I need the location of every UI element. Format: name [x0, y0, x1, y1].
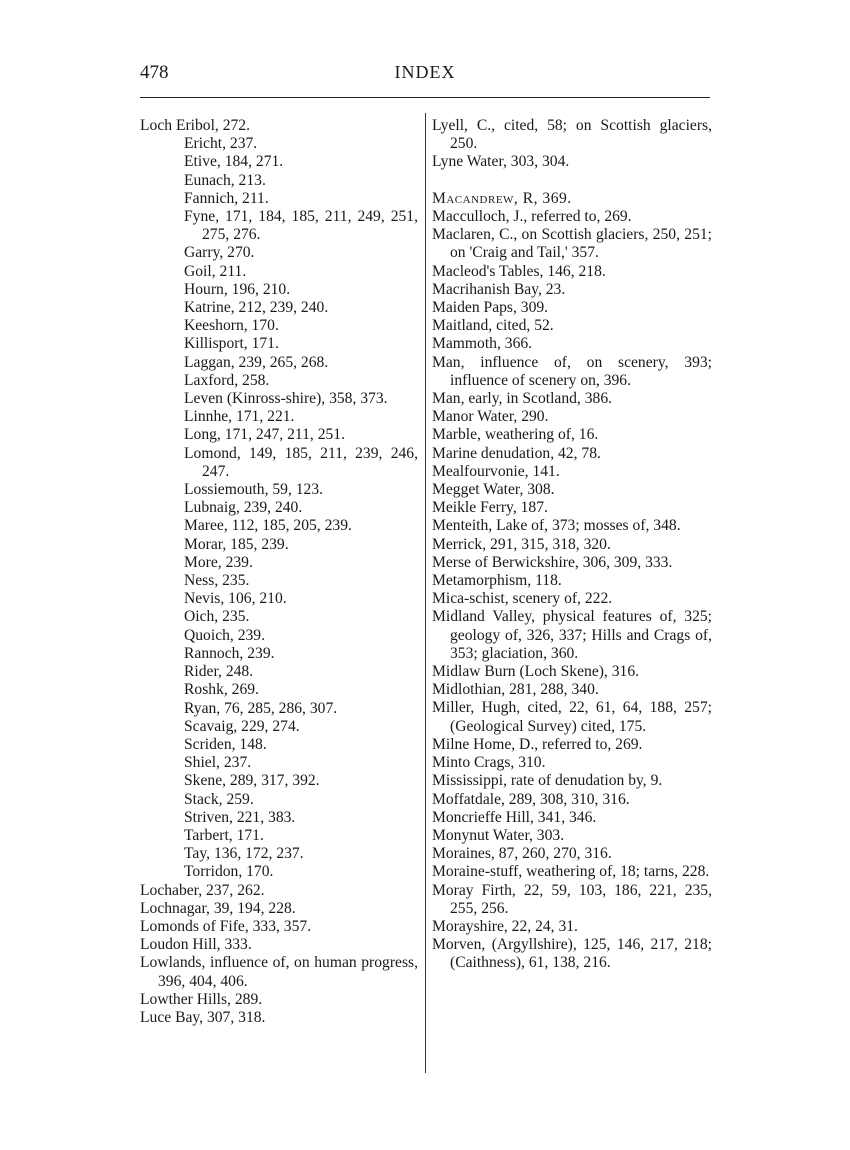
index-entry: Man, influence of, on scenery, 393; influence of scenery on, 396.: [432, 353, 712, 389]
index-entry: Midlaw Burn (Loch Skene), 316.: [432, 663, 640, 681]
index-entry: Fyne, 171, 184, 185, 211, 249, 251, 275, 276.: [184, 208, 418, 244]
index-column-right: [432, 117, 712, 973]
index-entry: Moncrieffe Hill, 341, 346.: [432, 808, 597, 826]
index-entry: Macrihanish Bay, 23.: [432, 280, 566, 298]
index-entry: Meikle Ferry, 187.: [432, 499, 548, 517]
index-entry: Stack, 259.: [184, 790, 254, 808]
index-entry: Ericht, 237.: [184, 135, 258, 153]
index-entry: Etive, 184, 271.: [184, 153, 284, 171]
index-entry: Morven, (Argyllshire), 125, 146, 217, 218; (Caithness), 61, 138, 216.: [432, 936, 712, 972]
index-entry: Katrine, 212, 239, 240.: [184, 299, 329, 317]
index-entry: Lubnaig, 239, 240.: [184, 499, 303, 517]
index-entry: Linnhe, 171, 221.: [184, 408, 295, 426]
page-title: INDEX: [394, 62, 456, 82]
index-entry: Roshk, 269.: [184, 681, 259, 699]
index-entry: Lyell, C., cited, 58; on Scottish glaciers, 250.: [432, 117, 712, 153]
index-entry: Skene, 289, 317, 392.: [184, 772, 320, 790]
index-entry: Loch Eribol, 272.: [140, 117, 251, 134]
index-entry: Lowther Hills, 289.: [140, 990, 263, 1008]
index-entry: Eunach, 213.: [184, 171, 266, 189]
index-entry: Moraine-stuff, weathering of, 18; tarns, 228.: [432, 863, 710, 881]
index-entry: Midland Valley, physical features of, 325; geology of, 326, 337; Hills and Crags of, 353; glaciation, 360.: [432, 608, 712, 662]
index-entry: Scriden, 148.: [184, 735, 267, 753]
header-rule: [140, 97, 710, 98]
index-entry: Macculloch, J., referred to, 269.: [432, 208, 632, 225]
index-entry: Tay, 136, 172, 237.: [184, 845, 304, 863]
index-entry: Macandrew, R, 369.: [432, 189, 572, 207]
index-entry: Morayshire, 22, 24, 31.: [432, 917, 578, 935]
index-entry: Lochaber, 237, 262.: [140, 881, 265, 899]
index-entry: More, 239.: [184, 553, 253, 571]
index-entry: Ness, 235.: [184, 572, 250, 590]
index-entry: Mica-schist, scenery of, 222.: [432, 590, 613, 608]
index-entry: Morar, 185, 239.: [184, 535, 289, 553]
index-entry: Moraines, 87, 260, 270, 316.: [432, 845, 612, 863]
index-entry: Man, early, in Scotland, 386.: [432, 390, 613, 408]
index-entry: Tarbert, 171.: [184, 826, 264, 844]
index-entry: Luce Bay, 307, 318.: [140, 1008, 266, 1026]
index-entry: Torridon, 170.: [184, 863, 274, 881]
index-entry: Lossiemouth, 59, 123.: [184, 481, 324, 499]
index-entry: Laxford, 258.: [184, 371, 270, 389]
index-entry: Moray Firth, 22, 59, 103, 186, 221, 235, 255, 256.: [432, 881, 712, 917]
index-entry: Long, 171, 247, 211, 251.: [184, 426, 345, 444]
index-entry: Merse of Berwickshire, 306, 309, 333.: [432, 553, 673, 571]
index-entry: Macleod's Tables, 146, 218.: [432, 262, 606, 280]
page-header: [140, 62, 710, 92]
index-entry: Mealfourvonie, 141.: [432, 462, 560, 480]
index-entry: Lyne Water, 303, 304.: [432, 153, 570, 171]
index-entry: Moffatdale, 289, 308, 310, 316.: [432, 790, 630, 808]
index-entry: Ryan, 76, 285, 286, 307.: [184, 699, 338, 717]
index-entry: Megget Water, 308.: [432, 481, 555, 499]
index-entry: Shiel, 237.: [184, 754, 252, 772]
index-entry: Mississippi, rate of denudation by, 9.: [432, 772, 663, 790]
index-entry: Minto Crags, 310.: [432, 754, 546, 772]
index-entry: Lowlands, influence of, on human progress, 396, 404, 406.: [140, 954, 418, 990]
index-entry: Merrick, 291, 315, 318, 320.: [432, 535, 611, 553]
page-number: 478: [140, 62, 169, 83]
index-entry: Metamorphism, 118.: [432, 572, 562, 590]
index-entry: Leven (Kinross-shire), 358, 373.: [184, 390, 388, 408]
index-entry: Laggan, 239, 265, 268.: [184, 353, 329, 371]
index-entry: Lomond, 149, 185, 211, 239, 246, 247.: [184, 444, 418, 480]
index-entry: Midlothian, 281, 288, 340.: [432, 681, 599, 699]
column-divider: [425, 113, 426, 1073]
index-entry: Hourn, 196, 210.: [184, 280, 291, 298]
index-entry: Oich, 235.: [184, 608, 250, 626]
index-entry: Loudon Hill, 333.: [140, 936, 252, 954]
index-column-left: [140, 117, 418, 1027]
index-entry: Manor Water, 290.: [432, 408, 549, 426]
index-entry: Garry, 270.: [184, 244, 255, 262]
index-entry: Rannoch, 239.: [184, 644, 275, 662]
index-entry: Lochnagar, 39, 194, 228.: [140, 899, 296, 917]
index-entry: Scavaig, 229, 274.: [184, 717, 300, 735]
index-entry: Monynut Water, 303.: [432, 826, 565, 844]
index-entry: Maitland, cited, 52.: [432, 317, 554, 335]
index-entry: Quoich, 239.: [184, 626, 265, 644]
index-entry: Rider, 248.: [184, 663, 254, 681]
index-entry: Goil, 211.: [184, 262, 247, 280]
index-entry: Lomonds of Fife, 333, 357.: [140, 917, 312, 935]
index-entry: Marble, weathering of, 16.: [432, 426, 599, 444]
index-entry: Killisport, 171.: [184, 335, 279, 353]
index-entry: Keeshorn, 170.: [184, 317, 279, 335]
index-entry: Striven, 221, 383.: [184, 808, 296, 826]
index-entry: Marine denudation, 42, 78.: [432, 444, 601, 462]
index-entry: Nevis, 106, 210.: [184, 590, 287, 608]
index-entry: Maree, 112, 185, 205, 239.: [184, 517, 352, 535]
index-entry: Mammoth, 366.: [432, 335, 533, 353]
index-entry: Maclaren, C., on Scottish glaciers, 250, 251; on 'Craig and Tail,' 357.: [432, 226, 712, 262]
index-entry: Miller, Hugh, cited, 22, 61, 64, 188, 257; (Geological Survey) cited, 175.: [432, 699, 712, 735]
index-entry: Milne Home, D., referred to, 269.: [432, 735, 643, 753]
index-entry: Fannich, 211.: [184, 189, 269, 207]
index-entry: Menteith, Lake of, 373; mosses of, 348.: [432, 517, 681, 535]
index-entry: Maiden Paps, 309.: [432, 299, 549, 317]
